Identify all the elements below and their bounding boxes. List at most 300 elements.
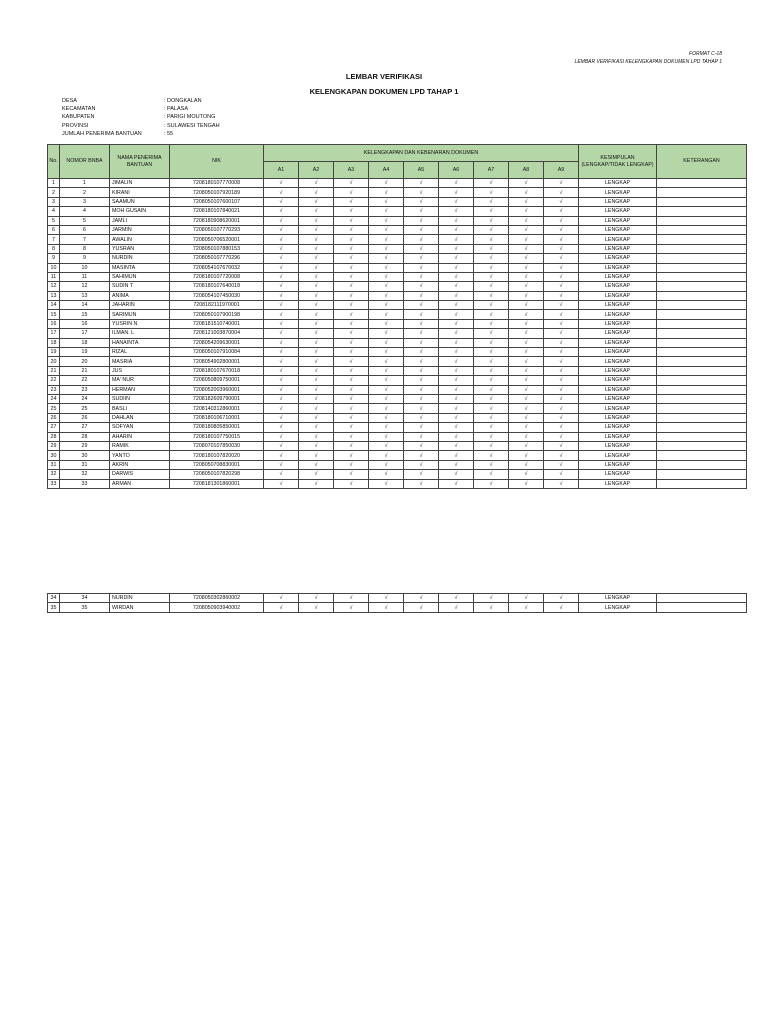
table-row xyxy=(48,179,747,188)
cell-check: √ xyxy=(474,603,509,612)
cell-check: √ xyxy=(544,441,579,450)
cell-check: √ xyxy=(369,329,404,338)
cell-notes xyxy=(657,603,747,612)
cell-check: √ xyxy=(439,179,474,188)
cell-check: √ xyxy=(509,197,544,206)
cell-name: SAHIMUN xyxy=(110,272,170,281)
info-row xyxy=(62,113,220,121)
cell-status: LENGKAP xyxy=(579,394,657,403)
cell-status: LENGKAP xyxy=(579,179,657,188)
cell-notes xyxy=(657,376,747,385)
cell-bnba: 26 xyxy=(60,413,110,422)
cell-check: √ xyxy=(474,197,509,206)
cell-name: WIRDAN xyxy=(110,603,170,612)
cell-check: √ xyxy=(404,338,439,347)
cell-check: √ xyxy=(439,319,474,328)
table-row xyxy=(48,225,747,234)
cell-check: √ xyxy=(334,423,369,432)
document-title: LEMBAR VERIFIKASI xyxy=(345,72,423,81)
cell-nik: 7208050107880153 xyxy=(170,244,264,253)
cell-nik: 7208050107920189 xyxy=(170,188,264,197)
cell-check: √ xyxy=(509,594,544,603)
cell-name: NURDIN xyxy=(110,594,170,603)
cell-check: √ xyxy=(544,385,579,394)
cell-check: √ xyxy=(264,366,299,375)
cell-check: √ xyxy=(369,310,404,319)
cell-check: √ xyxy=(369,188,404,197)
header-bnba: NOMOR BNBA xyxy=(60,145,110,179)
cell-no: 18 xyxy=(48,338,60,347)
cell-check: √ xyxy=(404,216,439,225)
cell-check: √ xyxy=(264,441,299,450)
cell-check: √ xyxy=(544,603,579,612)
table-row xyxy=(48,594,747,603)
cell-check: √ xyxy=(299,179,334,188)
cell-no: 35 xyxy=(48,603,60,612)
cell-bnba: 8 xyxy=(60,244,110,253)
cell-name: JARMIN xyxy=(110,225,170,234)
cell-name: JAMLI xyxy=(110,216,170,225)
cell-bnba: 35 xyxy=(60,603,110,612)
cell-check: √ xyxy=(404,291,439,300)
cell-check: √ xyxy=(404,451,439,460)
cell-bnba: 32 xyxy=(60,470,110,479)
cell-name: MASRIA xyxy=(110,357,170,366)
cell-check: √ xyxy=(334,413,369,422)
cell-name: SUDIIN xyxy=(110,394,170,403)
cell-check: √ xyxy=(474,179,509,188)
table-row xyxy=(48,413,747,422)
info-separator: : xyxy=(164,130,166,137)
cell-check: √ xyxy=(439,329,474,338)
cell-notes xyxy=(657,301,747,310)
info-row xyxy=(62,122,220,130)
cell-status: LENGKAP xyxy=(579,441,657,450)
cell-status: LENGKAP xyxy=(579,216,657,225)
cell-check: √ xyxy=(299,460,334,469)
cell-bnba: 20 xyxy=(60,357,110,366)
verification-table-continued xyxy=(47,593,747,613)
cell-check: √ xyxy=(474,460,509,469)
cell-check: √ xyxy=(544,301,579,310)
cell-check: √ xyxy=(334,207,369,216)
cell-nik: 7208050107600107 xyxy=(170,197,264,206)
cell-check: √ xyxy=(264,460,299,469)
cell-nik: 7208180107840021 xyxy=(170,207,264,216)
table-row xyxy=(48,479,747,488)
cell-check: √ xyxy=(299,432,334,441)
cell-bnba: 18 xyxy=(60,338,110,347)
cell-check: √ xyxy=(544,451,579,460)
cell-check: √ xyxy=(334,310,369,319)
cell-bnba: 21 xyxy=(60,366,110,375)
cell-bnba: 28 xyxy=(60,432,110,441)
cell-check: √ xyxy=(369,207,404,216)
cell-check: √ xyxy=(439,348,474,357)
cell-check: √ xyxy=(299,348,334,357)
cell-check: √ xyxy=(404,404,439,413)
cell-name: HERMAN xyxy=(110,385,170,394)
cell-check: √ xyxy=(544,310,579,319)
cell-nik: 7208050107820298 xyxy=(170,470,264,479)
cell-check: √ xyxy=(369,225,404,234)
cell-notes xyxy=(657,460,747,469)
cell-name: KIRANI xyxy=(110,188,170,197)
cell-check: √ xyxy=(439,479,474,488)
table-row xyxy=(48,254,747,263)
cell-nik: 7208181301860001 xyxy=(170,479,264,488)
cell-check: √ xyxy=(369,357,404,366)
cell-check: √ xyxy=(334,348,369,357)
cell-check: √ xyxy=(544,244,579,253)
header-col-a3: A3 xyxy=(334,162,369,179)
cell-notes xyxy=(657,216,747,225)
cell-notes xyxy=(657,366,747,375)
cell-check: √ xyxy=(509,282,544,291)
header-document-group: KELENGKAPAN DAN KEBENARAN DOKUMEN xyxy=(264,145,579,162)
info-value: 55 xyxy=(167,130,174,137)
cell-check: √ xyxy=(544,329,579,338)
table-row xyxy=(48,470,747,479)
info-value: PALASA xyxy=(167,106,188,113)
cell-check: √ xyxy=(544,179,579,188)
cell-nik: 7208054902800001 xyxy=(170,357,264,366)
cell-bnba: 13 xyxy=(60,291,110,300)
cell-nik: 7208180107670018 xyxy=(170,366,264,375)
cell-check: √ xyxy=(334,329,369,338)
cell-bnba: 3 xyxy=(60,197,110,206)
cell-check: √ xyxy=(299,594,334,603)
cell-check: √ xyxy=(509,394,544,403)
cell-no: 1 xyxy=(48,179,60,188)
cell-status: LENGKAP xyxy=(579,291,657,300)
cell-no: 30 xyxy=(48,451,60,460)
cell-check: √ xyxy=(299,263,334,272)
cell-check: √ xyxy=(404,310,439,319)
cell-check: √ xyxy=(334,282,369,291)
table-row xyxy=(48,376,747,385)
cell-name: ANIMA xyxy=(110,291,170,300)
cell-notes xyxy=(657,385,747,394)
info-label: KABUPATEN xyxy=(62,114,95,121)
cell-check: √ xyxy=(369,282,404,291)
cell-check: √ xyxy=(264,594,299,603)
cell-check: √ xyxy=(334,319,369,328)
cell-status: LENGKAP xyxy=(579,594,657,603)
cell-notes xyxy=(657,235,747,244)
cell-check: √ xyxy=(474,338,509,347)
cell-check: √ xyxy=(439,470,474,479)
cell-nik: 7208180908620001 xyxy=(170,216,264,225)
cell-bnba: 4 xyxy=(60,207,110,216)
cell-no: 34 xyxy=(48,594,60,603)
cell-check: √ xyxy=(404,244,439,253)
cell-check: √ xyxy=(439,291,474,300)
cell-check: √ xyxy=(334,404,369,413)
cell-no: 20 xyxy=(48,357,60,366)
cell-check: √ xyxy=(369,366,404,375)
table-row xyxy=(48,291,747,300)
cell-check: √ xyxy=(509,244,544,253)
cell-check: √ xyxy=(439,385,474,394)
cell-check: √ xyxy=(369,319,404,328)
cell-check: √ xyxy=(334,432,369,441)
cell-check: √ xyxy=(474,441,509,450)
cell-no: 6 xyxy=(48,225,60,234)
cell-notes xyxy=(657,197,747,206)
cell-nik: 7208050107770296 xyxy=(170,254,264,263)
cell-check: √ xyxy=(404,188,439,197)
cell-notes xyxy=(657,432,747,441)
cell-bnba: 25 xyxy=(60,404,110,413)
cell-check: √ xyxy=(369,263,404,272)
cell-check: √ xyxy=(369,301,404,310)
table-row xyxy=(48,404,747,413)
cell-status: LENGKAP xyxy=(579,366,657,375)
info-label: KECAMATAN xyxy=(62,106,96,113)
cell-nik: 7208180107770008 xyxy=(170,179,264,188)
cell-check: √ xyxy=(369,404,404,413)
cell-check: √ xyxy=(509,432,544,441)
cell-no: 15 xyxy=(48,310,60,319)
cell-check: √ xyxy=(439,413,474,422)
cell-nik: 7208054107670032 xyxy=(170,263,264,272)
cell-name: JUS xyxy=(110,366,170,375)
cell-check: √ xyxy=(474,301,509,310)
header-col-a2: A2 xyxy=(299,162,334,179)
cell-status: LENGKAP xyxy=(579,282,657,291)
cell-status: LENGKAP xyxy=(579,319,657,328)
cell-nik: 7208050107900198 xyxy=(170,310,264,319)
cell-check: √ xyxy=(509,441,544,450)
cell-status: LENGKAP xyxy=(579,357,657,366)
cell-no: 25 xyxy=(48,404,60,413)
cell-no: 16 xyxy=(48,319,60,328)
cell-bnba: 6 xyxy=(60,225,110,234)
cell-check: √ xyxy=(474,329,509,338)
table-row xyxy=(48,188,747,197)
cell-no: 22 xyxy=(48,376,60,385)
cell-check: √ xyxy=(544,235,579,244)
cell-check: √ xyxy=(404,460,439,469)
cell-check: √ xyxy=(439,460,474,469)
cell-check: √ xyxy=(404,207,439,216)
info-separator: : xyxy=(164,114,166,121)
cell-check: √ xyxy=(544,404,579,413)
header-notes: KETERANGAN xyxy=(657,145,747,179)
cell-notes xyxy=(657,394,747,403)
cell-check: √ xyxy=(264,188,299,197)
cell-status: LENGKAP xyxy=(579,263,657,272)
cell-name: MOH GUSAIN xyxy=(110,207,170,216)
cell-nik: 7208140312860001 xyxy=(170,404,264,413)
info-value: SULAWESI TENGAH xyxy=(167,122,220,129)
cell-bnba: 24 xyxy=(60,394,110,403)
cell-check: √ xyxy=(334,394,369,403)
cell-check: √ xyxy=(509,263,544,272)
cell-check: √ xyxy=(264,216,299,225)
cell-notes xyxy=(657,348,747,357)
cell-notes xyxy=(657,282,747,291)
cell-notes xyxy=(657,338,747,347)
cell-check: √ xyxy=(404,348,439,357)
cell-check: √ xyxy=(334,263,369,272)
cell-name: MASINTA xyxy=(110,263,170,272)
cell-notes xyxy=(657,479,747,488)
verification-table xyxy=(47,144,747,489)
cell-no: 33 xyxy=(48,479,60,488)
cell-check: √ xyxy=(299,404,334,413)
cell-check: √ xyxy=(509,207,544,216)
cell-check: √ xyxy=(299,385,334,394)
cell-status: LENGKAP xyxy=(579,376,657,385)
cell-check: √ xyxy=(544,394,579,403)
header-conclusion: KESIMPULAN (LENGKAP/TIDAK LENGKAP) xyxy=(579,145,657,179)
cell-status: LENGKAP xyxy=(579,423,657,432)
cell-check: √ xyxy=(404,197,439,206)
cell-check: √ xyxy=(544,263,579,272)
cell-no: 11 xyxy=(48,272,60,281)
table-row xyxy=(48,263,747,272)
cell-check: √ xyxy=(474,216,509,225)
cell-status: LENGKAP xyxy=(579,301,657,310)
cell-check: √ xyxy=(404,254,439,263)
cell-check: √ xyxy=(509,423,544,432)
cell-notes xyxy=(657,263,747,272)
cell-check: √ xyxy=(439,301,474,310)
cell-no: 28 xyxy=(48,432,60,441)
cell-check: √ xyxy=(474,479,509,488)
cell-check: √ xyxy=(474,451,509,460)
cell-check: √ xyxy=(509,470,544,479)
info-label: JUMLAH PENERIMA BANTUAN xyxy=(62,130,142,137)
header-col-a6: A6 xyxy=(439,162,474,179)
cell-check: √ xyxy=(299,479,334,488)
cell-check: √ xyxy=(439,603,474,612)
header-col-a8: A8 xyxy=(509,162,544,179)
cell-check: √ xyxy=(544,348,579,357)
cell-notes xyxy=(657,319,747,328)
info-separator: : xyxy=(164,122,166,129)
cell-check: √ xyxy=(264,254,299,263)
cell-check: √ xyxy=(369,594,404,603)
cell-status: LENGKAP xyxy=(579,235,657,244)
cell-check: √ xyxy=(404,394,439,403)
cell-check: √ xyxy=(264,348,299,357)
cell-no: 23 xyxy=(48,385,60,394)
cell-bnba: 33 xyxy=(60,479,110,488)
cell-check: √ xyxy=(299,329,334,338)
cell-check: √ xyxy=(544,376,579,385)
table-row xyxy=(48,216,747,225)
cell-check: √ xyxy=(404,235,439,244)
cell-notes xyxy=(657,179,747,188)
cell-check: √ xyxy=(544,207,579,216)
cell-check: √ xyxy=(264,197,299,206)
cell-status: LENGKAP xyxy=(579,404,657,413)
cell-check: √ xyxy=(334,216,369,225)
table-row xyxy=(48,394,747,403)
cell-check: √ xyxy=(404,385,439,394)
cell-check: √ xyxy=(544,291,579,300)
cell-status: LENGKAP xyxy=(579,460,657,469)
header-name: NAMA PENERIMA BANTUAN xyxy=(110,145,170,179)
cell-name: YUSRAN xyxy=(110,244,170,253)
cell-notes xyxy=(657,188,747,197)
cell-check: √ xyxy=(509,188,544,197)
cell-check: √ xyxy=(439,394,474,403)
cell-check: √ xyxy=(474,244,509,253)
cell-check: √ xyxy=(299,441,334,450)
header-no: No. xyxy=(48,145,60,179)
cell-check: √ xyxy=(544,470,579,479)
cell-check: √ xyxy=(299,216,334,225)
cell-check: √ xyxy=(299,394,334,403)
cell-check: √ xyxy=(404,319,439,328)
cell-check: √ xyxy=(264,423,299,432)
cell-nik: 7208050903940002 xyxy=(170,603,264,612)
cell-check: √ xyxy=(509,272,544,281)
cell-check: √ xyxy=(509,225,544,234)
cell-check: √ xyxy=(544,338,579,347)
table-row xyxy=(48,282,747,291)
cell-check: √ xyxy=(544,432,579,441)
cell-no: 29 xyxy=(48,441,60,450)
cell-check: √ xyxy=(334,470,369,479)
cell-check: √ xyxy=(544,479,579,488)
cell-bnba: 15 xyxy=(60,310,110,319)
cell-no: 26 xyxy=(48,413,60,422)
cell-name: AKRIN xyxy=(110,460,170,469)
cell-check: √ xyxy=(474,423,509,432)
cell-bnba: 19 xyxy=(60,348,110,357)
cell-name: HANAINTA xyxy=(110,338,170,347)
cell-status: LENGKAP xyxy=(579,272,657,281)
cell-check: √ xyxy=(439,207,474,216)
cell-check: √ xyxy=(264,225,299,234)
cell-status: LENGKAP xyxy=(579,207,657,216)
cell-check: √ xyxy=(299,272,334,281)
cell-no: 24 xyxy=(48,394,60,403)
cell-check: √ xyxy=(404,225,439,234)
cell-check: √ xyxy=(264,404,299,413)
cell-check: √ xyxy=(474,310,509,319)
cell-check: √ xyxy=(474,254,509,263)
cell-no: 3 xyxy=(48,197,60,206)
cell-check: √ xyxy=(474,282,509,291)
cell-no: 4 xyxy=(48,207,60,216)
cell-nik: 7208181510740001 xyxy=(170,319,264,328)
cell-no: 19 xyxy=(48,348,60,357)
cell-notes xyxy=(657,244,747,253)
cell-check: √ xyxy=(334,291,369,300)
table-row xyxy=(48,460,747,469)
cell-check: √ xyxy=(509,404,544,413)
cell-check: √ xyxy=(369,470,404,479)
cell-check: √ xyxy=(264,319,299,328)
cell-bnba: 1 xyxy=(60,179,110,188)
cell-notes xyxy=(657,413,747,422)
cell-check: √ xyxy=(369,479,404,488)
cell-check: √ xyxy=(299,451,334,460)
cell-bnba: 31 xyxy=(60,460,110,469)
cell-check: √ xyxy=(439,272,474,281)
table-row xyxy=(48,338,747,347)
cell-check: √ xyxy=(509,329,544,338)
cell-check: √ xyxy=(404,376,439,385)
cell-check: √ xyxy=(509,413,544,422)
cell-notes xyxy=(657,404,747,413)
